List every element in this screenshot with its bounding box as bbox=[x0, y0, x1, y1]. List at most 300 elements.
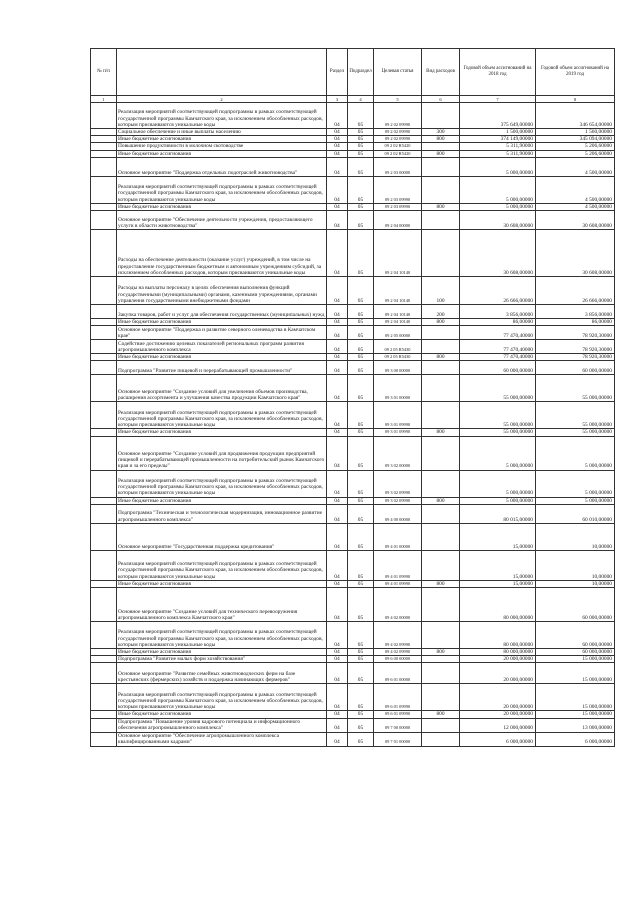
row-subsection-cell: 05 bbox=[348, 319, 374, 326]
row-subsection-cell: 05 bbox=[348, 305, 374, 319]
row-name-cell: Основное мероприятие "Создание условий для продвижения продукции предприятий пищевой и перерабатывающей промышленности на потребительский рынок Камчатского края и за его пределы" bbox=[117, 436, 327, 470]
row-target-code-cell: 09 4 01 09990 bbox=[374, 580, 422, 587]
row-2019-cell: 10,00000 bbox=[536, 580, 615, 587]
header-subsection: Подраздел bbox=[348, 49, 374, 96]
row-expense-type-cell bbox=[422, 684, 460, 711]
row-no-cell bbox=[91, 429, 117, 436]
row-subsection-cell: 05 bbox=[348, 103, 374, 129]
row-2018-cell: 3 856,00000 bbox=[460, 305, 536, 319]
row-no-cell bbox=[91, 588, 117, 622]
row-name-cell: Реализация мероприятий соответствующей подпрограммы в рамках соответствующей государственной программы Камчатского края, за исключением обособленных расходов, которым присваиваются уникальные коды bbox=[117, 684, 327, 711]
row-no-cell bbox=[91, 319, 117, 326]
row-section-cell: 04 bbox=[327, 143, 348, 150]
row-target-code-cell: 09 2 02 09990 bbox=[374, 129, 422, 136]
row-subsection-cell: 05 bbox=[348, 143, 374, 150]
row-2019-cell: 55 000,00000 bbox=[536, 402, 615, 429]
row-subsection-cell: 05 bbox=[348, 580, 374, 587]
row-2018-cell: 5 311,90000 bbox=[460, 143, 536, 150]
row-no-cell bbox=[91, 103, 117, 129]
row-expense-type-cell bbox=[422, 523, 460, 550]
row-2018-cell: 80 000,00000 bbox=[460, 649, 536, 656]
row-expense-type-cell bbox=[422, 436, 460, 470]
row-expense-type-cell: 800 bbox=[422, 150, 460, 157]
row-no-cell bbox=[91, 550, 117, 580]
row-2019-cell: 10,00000 bbox=[536, 523, 615, 550]
row-target-code-cell: 09 3 02 09990 bbox=[374, 470, 422, 497]
row-2018-cell: 12 000,00000 bbox=[460, 718, 536, 732]
row-no-cell bbox=[91, 176, 117, 203]
colnum: 5 bbox=[374, 96, 422, 103]
row-2018-cell: 77 470,40000 bbox=[460, 354, 536, 361]
table-row bbox=[91, 203, 615, 210]
row-target-code-cell: 09 6 01 09990 bbox=[374, 684, 422, 711]
row-section-cell: 04 bbox=[327, 129, 348, 136]
row-name-cell: Основное мероприятие "Государственная поддержка кредитования" bbox=[117, 523, 327, 550]
row-no-cell bbox=[91, 375, 117, 402]
colnum: 6 bbox=[422, 96, 460, 103]
row-no-cell bbox=[91, 580, 117, 587]
table-header-row bbox=[91, 49, 615, 96]
row-target-code-cell: 09 2 02 09990 bbox=[374, 103, 422, 129]
row-2019-cell: 345 094,00000 bbox=[536, 136, 615, 143]
row-expense-type-cell bbox=[422, 176, 460, 203]
row-no-cell bbox=[91, 305, 117, 319]
row-subsection-cell: 05 bbox=[348, 429, 374, 436]
row-target-code-cell: 09 2 02 R5420 bbox=[374, 150, 422, 157]
row-no-cell bbox=[91, 656, 117, 663]
row-2019-cell: 15 000,00000 bbox=[536, 684, 615, 711]
row-2018-cell: 15,00000 bbox=[460, 580, 536, 587]
header-no: № п/п bbox=[91, 49, 117, 96]
row-subsection-cell: 05 bbox=[348, 340, 374, 354]
row-no-cell bbox=[91, 497, 117, 504]
table-row bbox=[91, 136, 615, 143]
row-2018-cell: 5 000,00000 bbox=[460, 436, 536, 470]
row-name-cell: Иные бюджетные ассигнования bbox=[117, 354, 327, 361]
row-no-cell bbox=[91, 211, 117, 230]
row-target-code-cell: 09 2 04 00000 bbox=[374, 211, 422, 230]
row-expense-type-cell bbox=[422, 588, 460, 622]
row-subsection-cell: 05 bbox=[348, 402, 374, 429]
row-name-cell: Подпрограмма "Развитие пищевой и перерабатывающей промышленности" bbox=[117, 361, 327, 375]
row-name-cell: Иные бюджетные ассигнования bbox=[117, 711, 327, 718]
row-section-cell: 04 bbox=[327, 523, 348, 550]
row-section-cell: 04 bbox=[327, 649, 348, 656]
row-section-cell: 04 bbox=[327, 230, 348, 277]
row-target-code-cell: 09 2 02 R5420 bbox=[374, 143, 422, 150]
row-section-cell: 04 bbox=[327, 497, 348, 504]
row-2019-cell: 78 920,30000 bbox=[536, 340, 615, 354]
row-target-code-cell: 09 3 02 09990 bbox=[374, 497, 422, 504]
row-no-cell bbox=[91, 136, 117, 143]
row-target-code-cell: 09 6 01 09990 bbox=[374, 711, 422, 718]
row-expense-type-cell bbox=[422, 656, 460, 663]
row-name-cell: Реализация мероприятий соответствующей подпрограммы в рамках соответствующей государственной программы Камчатского края, за исключением обособленных расходов, которым присваиваются уникальные коды bbox=[117, 176, 327, 203]
table-row bbox=[91, 157, 615, 176]
row-section-cell: 04 bbox=[327, 663, 348, 684]
row-expense-type-cell bbox=[422, 211, 460, 230]
row-no-cell bbox=[91, 732, 117, 746]
row-target-code-cell: 09 3 00 00000 bbox=[374, 361, 422, 375]
row-no-cell bbox=[91, 354, 117, 361]
colnum: 4 bbox=[348, 96, 374, 103]
header-name bbox=[117, 49, 327, 96]
row-expense-type-cell bbox=[422, 663, 460, 684]
row-2018-cell: 1 500,00000 bbox=[460, 129, 536, 136]
colnum: 3 bbox=[327, 96, 348, 103]
row-subsection-cell: 05 bbox=[348, 504, 374, 523]
row-2018-cell: 26 666,00000 bbox=[460, 277, 536, 305]
row-expense-type-cell bbox=[422, 361, 460, 375]
row-expense-type-cell bbox=[422, 504, 460, 523]
row-2019-cell: 60 000,00000 bbox=[536, 649, 615, 656]
table-row bbox=[91, 230, 615, 277]
row-target-code-cell: 09 4 01 00000 bbox=[374, 523, 422, 550]
table-row bbox=[91, 277, 615, 305]
row-2019-cell: 15 000,00000 bbox=[536, 656, 615, 663]
row-expense-type-cell bbox=[422, 718, 460, 732]
row-subsection-cell: 05 bbox=[348, 497, 374, 504]
row-2018-cell: 55 000,00000 bbox=[460, 402, 536, 429]
row-2018-cell: 20 000,00000 bbox=[460, 684, 536, 711]
row-expense-type-cell: 800 bbox=[422, 580, 460, 587]
row-2019-cell: 1 560,00000 bbox=[536, 129, 615, 136]
row-name-cell: Иные бюджетные ассигнования bbox=[117, 497, 327, 504]
row-section-cell: 04 bbox=[327, 580, 348, 587]
header-target: Целевая статья bbox=[374, 49, 422, 96]
row-expense-type-cell bbox=[422, 622, 460, 649]
table-row bbox=[91, 402, 615, 429]
row-name-cell: Реализация мероприятий соответствующей подпрограммы в рамках соответствующей государственной программы Камчатского края, за исключением обособленных расходов, которым присваиваются уникальные коды bbox=[117, 402, 327, 429]
table-row bbox=[91, 684, 615, 711]
row-target-code-cell: 09 4 02 09990 bbox=[374, 622, 422, 649]
row-no-cell bbox=[91, 230, 117, 277]
row-2018-cell: 80 000,00000 bbox=[460, 622, 536, 649]
row-name-cell: Расходы на выплаты персоналу в целях обеспечения выполнения функций государственными (муниципальными) органами, казенными учреждениями, органами управления государственными внебюджетными фондами bbox=[117, 277, 327, 305]
row-section-cell: 04 bbox=[327, 429, 348, 436]
row-subsection-cell: 05 bbox=[348, 523, 374, 550]
row-2019-cell: 4 500,00000 bbox=[536, 176, 615, 203]
row-2018-cell: 5 000,00000 bbox=[460, 203, 536, 210]
table-row bbox=[91, 436, 615, 470]
row-2019-cell: 4 500,00000 bbox=[536, 203, 615, 210]
row-name-cell: Основное мероприятие "Создание условий для увеличения объемов производства, расширения ассортимента и улучшения качества продукции Камчатского края" bbox=[117, 375, 327, 402]
row-no-cell bbox=[91, 402, 117, 429]
row-expense-type-cell bbox=[422, 340, 460, 354]
row-2018-cell: 80 000,00000 bbox=[460, 588, 536, 622]
row-2019-cell: 5 000,00000 bbox=[536, 436, 615, 470]
row-expense-type-cell bbox=[422, 550, 460, 580]
row-subsection-cell: 05 bbox=[348, 211, 374, 230]
row-name-cell: Основное мероприятие "Обеспечение деятельности учреждения, предоставляющего услуги в области животноводства" bbox=[117, 211, 327, 230]
header-2019: Годовой объем ассигнований на 2019 год bbox=[536, 49, 615, 96]
row-target-code-cell: 09 3 01 00000 bbox=[374, 375, 422, 402]
table-row bbox=[91, 143, 615, 150]
row-no-cell bbox=[91, 150, 117, 157]
row-2018-cell: 374 149,00000 bbox=[460, 136, 536, 143]
row-2019-cell: 346 654,00000 bbox=[536, 103, 615, 129]
row-2018-cell: 77 470,40000 bbox=[460, 340, 536, 354]
row-target-code-cell: 09 2 03 00000 bbox=[374, 157, 422, 176]
table-row bbox=[91, 361, 615, 375]
row-2019-cell: 3 856,00000 bbox=[536, 305, 615, 319]
row-name-cell: Социальное обеспечение и иные выплаты населению bbox=[117, 129, 327, 136]
row-no-cell bbox=[91, 523, 117, 550]
table-row bbox=[91, 176, 615, 203]
row-2018-cell: 30 608,00000 bbox=[460, 211, 536, 230]
row-subsection-cell: 05 bbox=[348, 354, 374, 361]
row-2018-cell: 20 000,00000 bbox=[460, 656, 536, 663]
row-2019-cell: 5 206,60000 bbox=[536, 150, 615, 157]
table-row bbox=[91, 732, 615, 746]
row-target-code-cell: 09 2 02 09990 bbox=[374, 136, 422, 143]
row-expense-type-cell: 300 bbox=[422, 129, 460, 136]
row-expense-type-cell: 800 bbox=[422, 319, 460, 326]
row-subsection-cell: 05 bbox=[348, 326, 374, 340]
row-no-cell bbox=[91, 436, 117, 470]
row-no-cell bbox=[91, 649, 117, 656]
row-no-cell bbox=[91, 157, 117, 176]
table-row bbox=[91, 588, 615, 622]
row-expense-type-cell: 800 bbox=[422, 497, 460, 504]
colnum: 7 bbox=[460, 96, 536, 103]
row-no-cell bbox=[91, 684, 117, 711]
row-subsection-cell: 05 bbox=[348, 732, 374, 746]
row-target-code-cell: 09 2 03 09990 bbox=[374, 176, 422, 203]
row-subsection-cell: 05 bbox=[348, 277, 374, 305]
row-2019-cell: 6 000,00000 bbox=[536, 732, 615, 746]
row-expense-type-cell: 800 bbox=[422, 649, 460, 656]
row-name-cell: Основное мероприятие "Создание условий для технического перевооружения агропромышленного комплекса Камчатского края" bbox=[117, 588, 327, 622]
table-row bbox=[91, 375, 615, 402]
row-2019-cell: 60 000,00000 bbox=[536, 622, 615, 649]
row-2018-cell: 80 015,00000 bbox=[460, 504, 536, 523]
row-2019-cell: 26 666,00000 bbox=[536, 277, 615, 305]
row-no-cell bbox=[91, 340, 117, 354]
row-name-cell: Повышение продуктивности в молочном скотоводстве bbox=[117, 143, 327, 150]
row-name-cell: Иные бюджетные ассигнования bbox=[117, 319, 327, 326]
row-expense-type-cell bbox=[422, 375, 460, 402]
table-row bbox=[91, 550, 615, 580]
row-target-code-cell: 09 4 02 09990 bbox=[374, 649, 422, 656]
row-no-cell bbox=[91, 143, 117, 150]
row-target-code-cell: 09 2 05 R5430 bbox=[374, 340, 422, 354]
row-2018-cell: 55 000,00000 bbox=[460, 429, 536, 436]
row-section-cell: 04 bbox=[327, 326, 348, 340]
row-2019-cell: 13 000,00000 bbox=[536, 718, 615, 732]
row-2018-cell: 15,00000 bbox=[460, 550, 536, 580]
row-target-code-cell: 09 2 05 00000 bbox=[374, 326, 422, 340]
row-expense-type-cell bbox=[422, 326, 460, 340]
row-name-cell: Иные бюджетные ассигнования bbox=[117, 580, 327, 587]
row-2019-cell: 55 000,00000 bbox=[536, 429, 615, 436]
row-expense-type-cell bbox=[422, 732, 460, 746]
row-name-cell: Иные бюджетные ассигнования bbox=[117, 136, 327, 143]
row-section-cell: 04 bbox=[327, 732, 348, 746]
row-subsection-cell: 05 bbox=[348, 203, 374, 210]
row-section-cell: 04 bbox=[327, 203, 348, 210]
row-target-code-cell: 09 2 05 R5430 bbox=[374, 354, 422, 361]
row-subsection-cell: 05 bbox=[348, 136, 374, 143]
row-name-cell: Расходы на обеспечение деятельности (оказание услуг) учреждений, в том числе на предоставление государственным бюджетным и автономным учреждениям субсидий, за исключением обособленных расходов, которым присваиваются уникальные коды bbox=[117, 230, 327, 277]
row-section-cell: 04 bbox=[327, 656, 348, 663]
row-2018-cell: 5 000,00000 bbox=[460, 497, 536, 504]
row-2018-cell: 15,00000 bbox=[460, 523, 536, 550]
row-target-code-cell: 09 4 02 00000 bbox=[374, 588, 422, 622]
row-target-code-cell: 09 2 04 10140 bbox=[374, 230, 422, 277]
colnum: 8 bbox=[536, 96, 615, 103]
row-name-cell: Основное мероприятие "Обеспечение агропромышленного комплекса квалифицированными кадрами" bbox=[117, 732, 327, 746]
column-number-row bbox=[91, 96, 615, 103]
row-section-cell: 04 bbox=[327, 375, 348, 402]
row-name-cell: Содействие достижению целевых показателей региональных программ развития агропромышленного комплекса bbox=[117, 340, 327, 354]
row-expense-type-cell: 800 bbox=[422, 136, 460, 143]
table-row bbox=[91, 326, 615, 340]
table-row bbox=[91, 649, 615, 656]
row-2019-cell: 30 608,00000 bbox=[536, 211, 615, 230]
row-section-cell: 04 bbox=[327, 211, 348, 230]
row-section-cell: 04 bbox=[327, 319, 348, 326]
row-name-cell: Иные бюджетные ассигнования bbox=[117, 203, 327, 210]
table-row bbox=[91, 129, 615, 136]
row-name-cell: Подпрограмма "Развитие малых форм хозяйствования" bbox=[117, 656, 327, 663]
row-section-cell: 04 bbox=[327, 436, 348, 470]
row-no-cell bbox=[91, 663, 117, 684]
row-target-code-cell: 09 7 00 00000 bbox=[374, 718, 422, 732]
row-no-cell bbox=[91, 277, 117, 305]
row-2019-cell: 4 500,00000 bbox=[536, 157, 615, 176]
row-target-code-cell: 09 3 02 00000 bbox=[374, 436, 422, 470]
table-row bbox=[91, 340, 615, 354]
row-expense-type-cell: 200 bbox=[422, 305, 460, 319]
row-subsection-cell: 05 bbox=[348, 176, 374, 203]
row-target-code-cell: 09 3 01 09990 bbox=[374, 429, 422, 436]
row-2018-cell: 60 000,00000 bbox=[460, 361, 536, 375]
row-subsection-cell: 05 bbox=[348, 361, 374, 375]
row-2018-cell: 20 000,00000 bbox=[460, 711, 536, 718]
row-expense-type-cell bbox=[422, 103, 460, 129]
table-row bbox=[91, 523, 615, 550]
row-name-cell: Реализация мероприятий соответствующей подпрограммы в рамках соответствующей государственной программы Камчатского края, за исключением обособленных расходов, которым присваиваются уникальные коды bbox=[117, 550, 327, 580]
row-expense-type-cell: 800 bbox=[422, 203, 460, 210]
row-section-cell: 04 bbox=[327, 150, 348, 157]
row-section-cell: 04 bbox=[327, 622, 348, 649]
row-name-cell: Основное мероприятие "Поддержка и развитие северного оленеводства в Камчатском крае" bbox=[117, 326, 327, 340]
row-target-code-cell: 09 2 04 10140 bbox=[374, 305, 422, 319]
colnum: 1 bbox=[91, 96, 117, 103]
row-2019-cell: 10,00000 bbox=[536, 550, 615, 580]
row-no-cell bbox=[91, 711, 117, 718]
table-row bbox=[91, 211, 615, 230]
row-no-cell bbox=[91, 361, 117, 375]
row-subsection-cell: 05 bbox=[348, 588, 374, 622]
row-expense-type-cell: 800 bbox=[422, 711, 460, 718]
row-expense-type-cell: 100 bbox=[422, 277, 460, 305]
row-2019-cell: 15 000,00000 bbox=[536, 711, 615, 718]
row-subsection-cell: 05 bbox=[348, 157, 374, 176]
table-row bbox=[91, 504, 615, 523]
row-section-cell: 04 bbox=[327, 277, 348, 305]
row-2019-cell: 15 000,00000 bbox=[536, 663, 615, 684]
row-subsection-cell: 05 bbox=[348, 375, 374, 402]
table-row bbox=[91, 663, 615, 684]
row-2019-cell: 60 010,00000 bbox=[536, 504, 615, 523]
row-expense-type-cell: 800 bbox=[422, 354, 460, 361]
row-2019-cell: 5 000,00000 bbox=[536, 497, 615, 504]
row-subsection-cell: 05 bbox=[348, 150, 374, 157]
row-expense-type-cell bbox=[422, 230, 460, 277]
row-expense-type-cell bbox=[422, 470, 460, 497]
row-subsection-cell: 05 bbox=[348, 711, 374, 718]
table-row bbox=[91, 718, 615, 732]
table-row bbox=[91, 319, 615, 326]
table-row bbox=[91, 622, 615, 649]
row-target-code-cell: 09 3 01 09990 bbox=[374, 402, 422, 429]
table-row bbox=[91, 711, 615, 718]
row-2019-cell: 55 000,00000 bbox=[536, 375, 615, 402]
row-section-cell: 04 bbox=[327, 588, 348, 622]
row-subsection-cell: 05 bbox=[348, 663, 374, 684]
table-row bbox=[91, 305, 615, 319]
row-name-cell: Подпрограмма "Техническая и технологическая модернизация, инновационное развитие агропромышленного комплекса" bbox=[117, 504, 327, 523]
row-target-code-cell: 09 2 03 09990 bbox=[374, 203, 422, 210]
row-2019-cell: 60 000,00000 bbox=[536, 588, 615, 622]
row-2019-cell: 5 000,00000 bbox=[536, 470, 615, 497]
row-name-cell: Иные бюджетные ассигнования bbox=[117, 150, 327, 157]
colnum: 2 bbox=[117, 96, 327, 103]
row-2018-cell: 77 470,40000 bbox=[460, 326, 536, 340]
row-section-cell: 04 bbox=[327, 103, 348, 129]
table-row bbox=[91, 656, 615, 663]
row-no-cell bbox=[91, 470, 117, 497]
row-subsection-cell: 05 bbox=[348, 550, 374, 580]
row-2019-cell: 30 608,00000 bbox=[536, 230, 615, 277]
row-section-cell: 04 bbox=[327, 305, 348, 319]
row-no-cell bbox=[91, 129, 117, 136]
row-2018-cell: 55 000,00000 bbox=[460, 375, 536, 402]
table-row bbox=[91, 470, 615, 497]
row-name-cell: Реализация мероприятий соответствующей подпрограммы в рамках соответствующей государственной программы Камчатского края, за исключением обособленных расходов, которым присваиваются уникальные коды bbox=[117, 470, 327, 497]
table-row bbox=[91, 150, 615, 157]
table-row bbox=[91, 103, 615, 129]
row-name-cell: Иные бюджетные ассигнования bbox=[117, 429, 327, 436]
row-name-cell: Основное мероприятие "Поддержка отдельных подотраслей животноводства" bbox=[117, 157, 327, 176]
row-subsection-cell: 05 bbox=[348, 718, 374, 732]
table-row bbox=[91, 497, 615, 504]
row-2019-cell: 60 000,00000 bbox=[536, 361, 615, 375]
row-2018-cell: 86,00000 bbox=[460, 319, 536, 326]
row-no-cell bbox=[91, 622, 117, 649]
row-section-cell: 04 bbox=[327, 136, 348, 143]
row-name-cell: Закупка товаров, работ и услуг для обеспечения государственных (муниципальных) нужд bbox=[117, 305, 327, 319]
row-section-cell: 04 bbox=[327, 354, 348, 361]
row-subsection-cell: 05 bbox=[348, 230, 374, 277]
row-2018-cell: 20 000,00000 bbox=[460, 663, 536, 684]
row-name-cell: Основное мероприятие "Развитие семейных животноводческих ферм на базе крестьянских (фермерских) хозяйств и поддержка начинающих фермеров" bbox=[117, 663, 327, 684]
row-2019-cell: 78 920,30000 bbox=[536, 354, 615, 361]
row-no-cell bbox=[91, 326, 117, 340]
row-name-cell: Реализация мероприятий соответствующей подпрограммы в рамках соответствующей государственной программы Камчатского края, за исключением обособленных расходов, которым присваиваются уникальные коды bbox=[117, 622, 327, 649]
row-no-cell bbox=[91, 504, 117, 523]
row-name-cell: Иные бюджетные ассигнования bbox=[117, 649, 327, 656]
header-expense-type: Вид расходов bbox=[422, 49, 460, 96]
row-2018-cell: 5 000,00000 bbox=[460, 157, 536, 176]
budget-table-sheet bbox=[90, 48, 614, 747]
row-section-cell: 04 bbox=[327, 157, 348, 176]
row-section-cell: 04 bbox=[327, 176, 348, 203]
row-subsection-cell: 05 bbox=[348, 129, 374, 136]
row-expense-type-cell bbox=[422, 402, 460, 429]
